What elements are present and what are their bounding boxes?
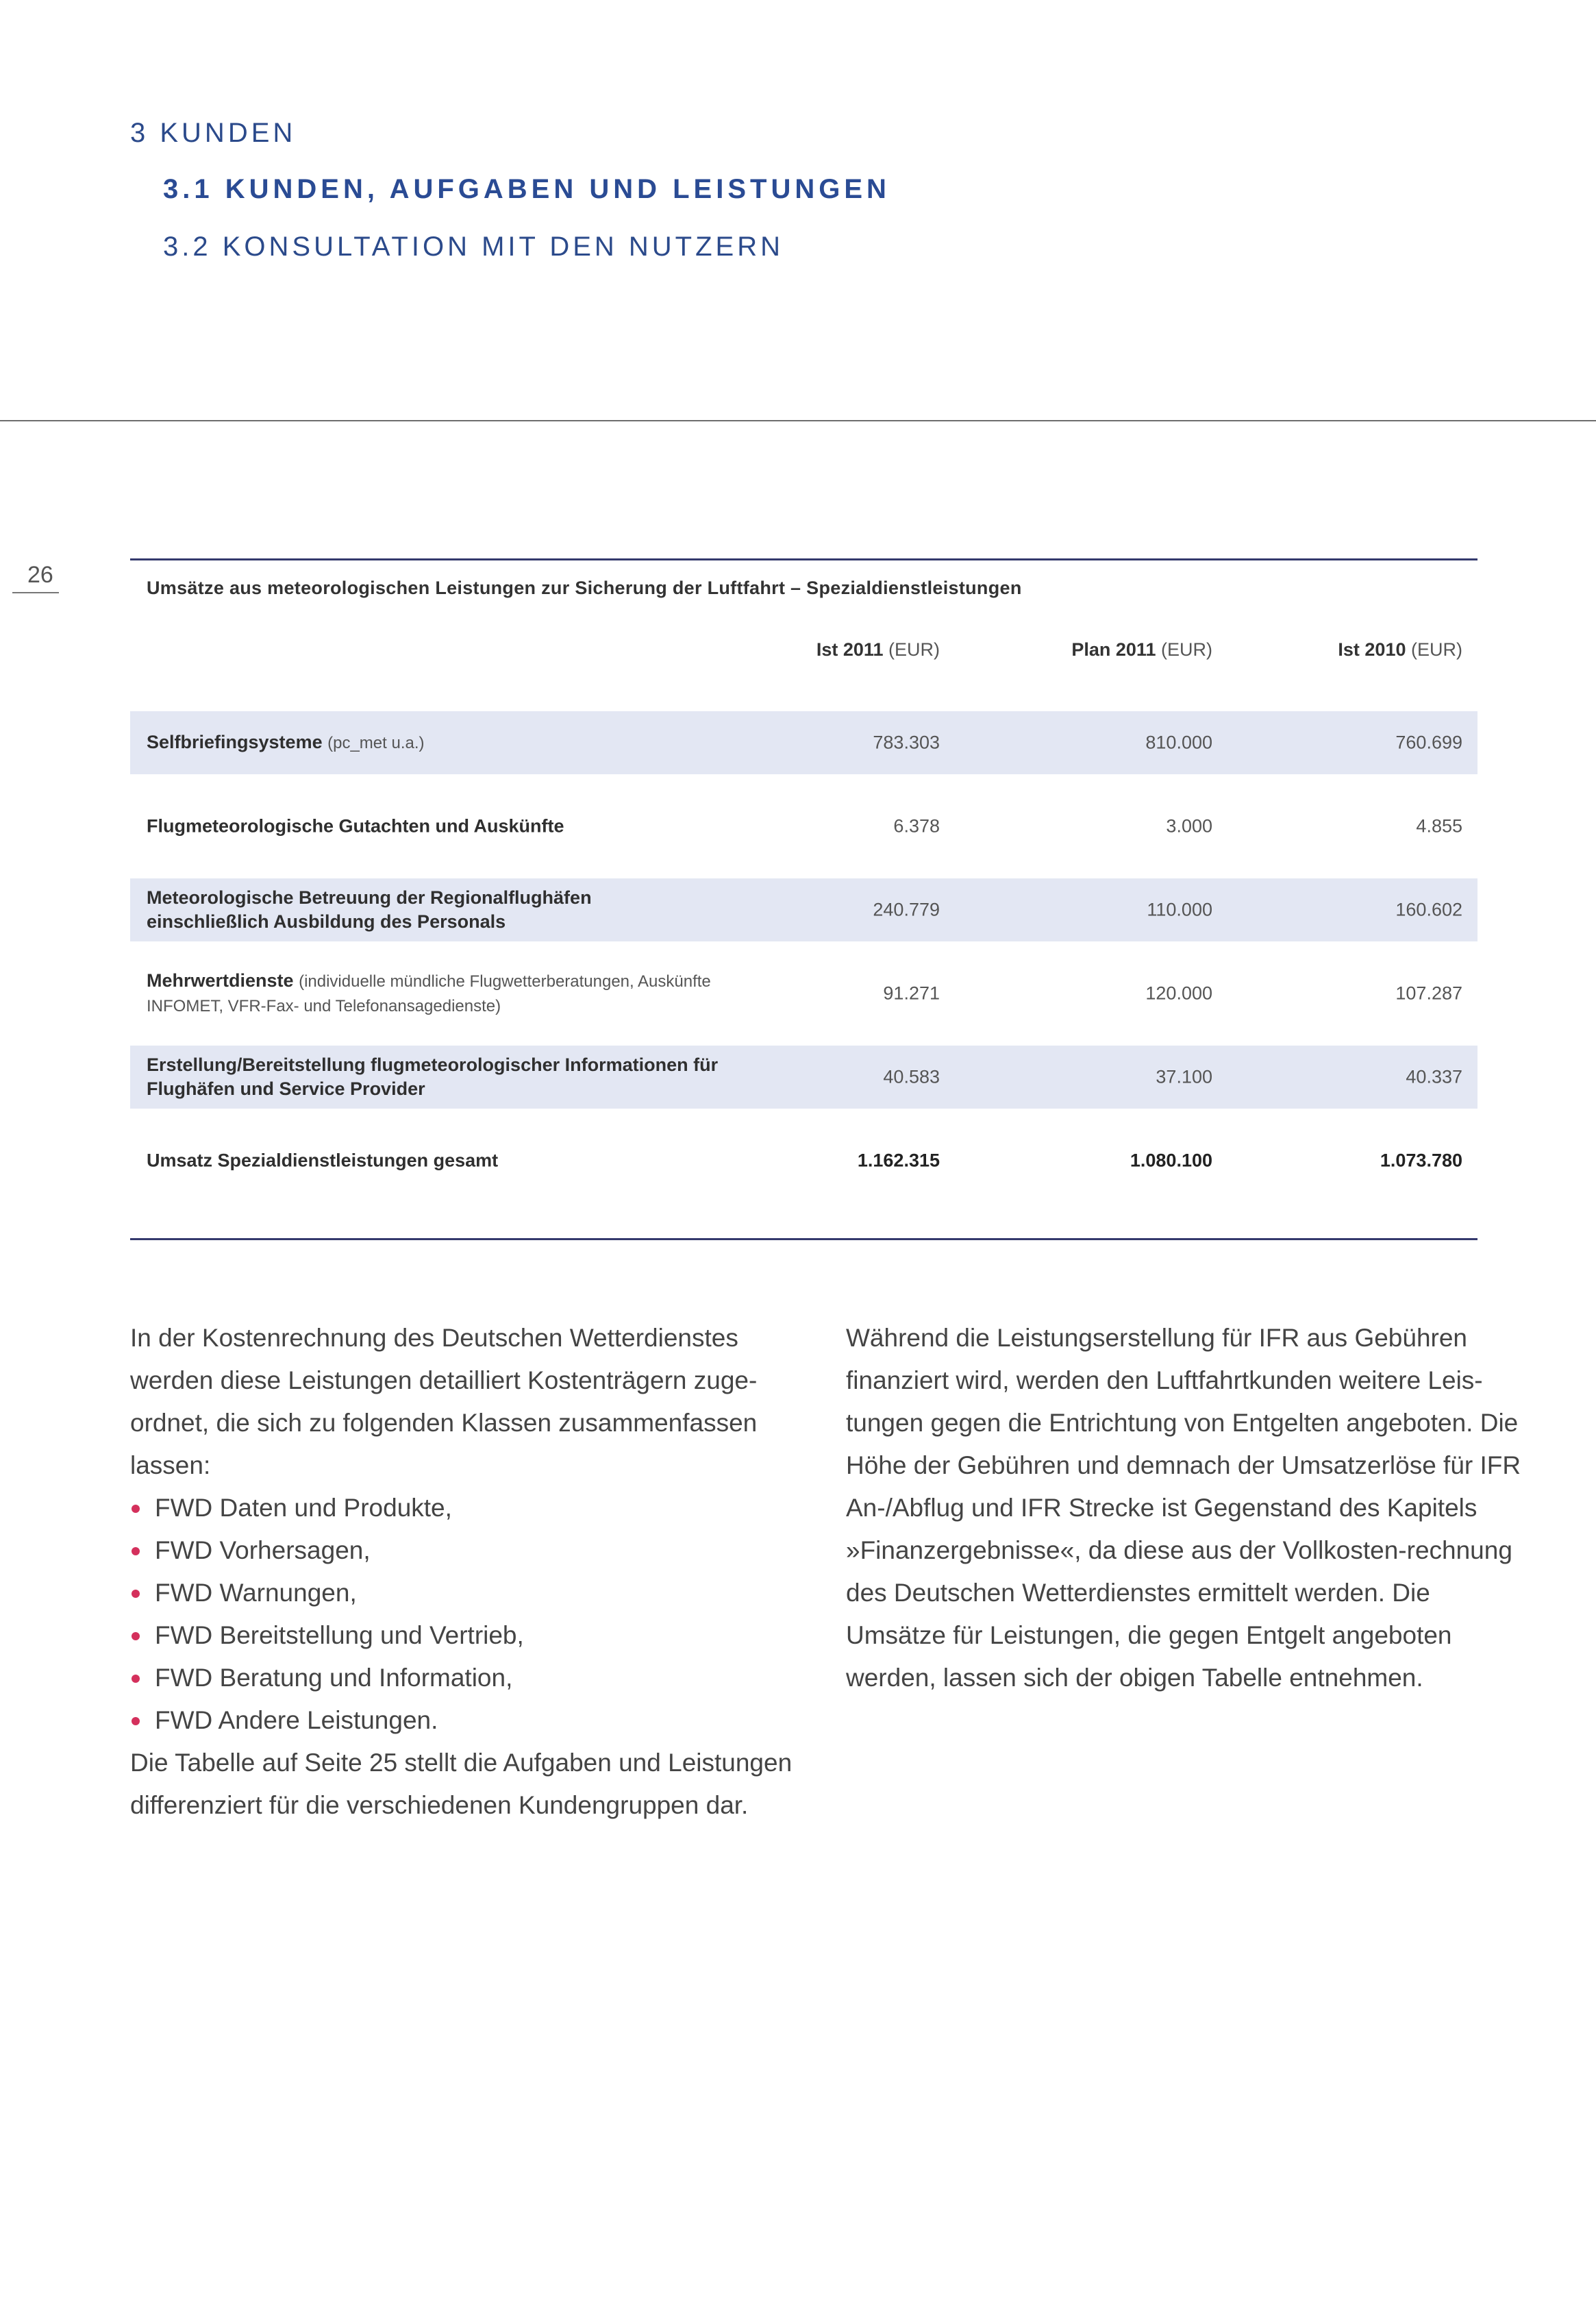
body-text-left-column (130, 1317, 815, 1827)
cell-ist-2011: 6.378 (893, 815, 940, 837)
row-label: Meteorologische Betreuung der Regionalflughäfen einschließlich Ausbildung des Personals (147, 887, 592, 932)
table-title: Umsätze aus meteorologischen Leistungen zur Sicherung der Luftfahrt – Spezialdienstleistungen (147, 578, 1022, 598)
row-label: Erstellung/Bereitstellung flugmeteorologischer Informationen für Flughäfen und Service Provider (147, 1054, 719, 1099)
cell-plan-2011: 120.000 (1145, 983, 1212, 1004)
cost-class-list (130, 1487, 815, 1742)
cell-plan-2011: 110.000 (1147, 899, 1212, 920)
cell-ist-2010: 160.602 (1395, 899, 1462, 920)
column-header-plan-2011: Plan 2011 (EUR) (1071, 639, 1212, 660)
row-label: Mehrwertdienste (individuelle mündliche Flugwetterberatungen, Auskünfte INFOMET, VFR-Fax- und Telefonansagedienste) (147, 970, 711, 1015)
cell-ist-2011: 240.779 (873, 899, 940, 920)
revenue-table (130, 558, 1477, 1213)
bullet-icon (132, 1717, 140, 1725)
paragraph: In der Kostenrechnung des Deutschen Wetterdienstes werden diese Leistungen detailliert Kostenträgern zuge-ordnet, die sich zu folgenden Klassen zusammenfassen lassen: (130, 1324, 758, 1479)
table-bottom-rule (130, 1238, 1477, 1240)
header-divider (0, 420, 1596, 421)
cell-plan-2011: 3.000 (1166, 815, 1212, 837)
row-label: Umsatz Spezialdienstleistungen gesamt (147, 1150, 499, 1171)
cell-ist-2010: 4.855 (1416, 815, 1462, 837)
cell-ist-2011: 783.303 (873, 732, 940, 753)
column-header-ist-2011: Ist 2011 (EUR) (816, 639, 940, 660)
cell-ist-2011: 91.271 (883, 983, 940, 1004)
list-item: FWD Warnungen, (130, 1572, 815, 1614)
bullet-icon (132, 1505, 140, 1513)
list-item: FWD Andere Leistungen. (130, 1699, 815, 1742)
table-row (130, 1046, 1477, 1109)
table-row (130, 711, 1477, 774)
cell-ist-2010: 1.073.780 (1380, 1150, 1462, 1171)
cell-plan-2011: 810.000 (1145, 732, 1212, 753)
cell-ist-2010: 40.337 (1406, 1066, 1462, 1087)
paragraph: Während die Leistungserstellung für IFR aus Gebühren finanziert wird, werden den Luftfahrtkunden weitere Leis-tungen gegen die Entrichtung von Entgelten angeboten. Die Höhe der Gebühren und demnach der Umsatzerlöse für IFR An-/Abflug und IFR Strecke ist Gegenstand des Kapitels »Finanzergebnisse«, da diese aus der Vollkosten-rechnung des Deutschen Wetterdienstes ermittelt werden. Die Umsätze für Leistungen, die gegen Entgelt angeboten werden, lassen sich der obigen Tabelle entnehmen. (846, 1324, 1521, 1692)
table-top-rule (130, 558, 1477, 560)
bullet-icon (132, 1675, 140, 1683)
table-row (130, 962, 1477, 1025)
bullet-icon (132, 1590, 140, 1598)
cell-ist-2011: 40.583 (883, 1066, 940, 1087)
table-header (130, 639, 1477, 711)
cell-ist-2011: 1.162.315 (857, 1150, 940, 1171)
page-number-underline (12, 592, 59, 593)
list-item: FWD Beratung und Information, (130, 1657, 815, 1699)
cell-plan-2011: 37.100 (1156, 1066, 1212, 1087)
section-heading-active[interactable]: 3.1 KUNDEN, AUFGABEN UND LEISTUNGEN (163, 174, 890, 204)
row-label: Selfbriefingsysteme (pc_met u.a.) (147, 732, 425, 752)
bullet-icon (132, 1547, 140, 1555)
bullet-icon (132, 1632, 140, 1640)
cell-plan-2011: 1.080.100 (1130, 1150, 1212, 1171)
cell-ist-2010: 107.287 (1395, 983, 1462, 1004)
column-header-ist-2010: Ist 2010 (EUR) (1338, 639, 1462, 660)
list-item: FWD Bereitstellung und Vertrieb, (130, 1614, 815, 1657)
table-row (130, 795, 1477, 858)
body-text-right-column (846, 1317, 1531, 1699)
paragraph: Die Tabelle auf Seite 25 stellt die Aufgaben und Leistungen differenziert für die verschiedenen Kundengruppen dar. (130, 1749, 793, 1819)
row-label: Flugmeteorologische Gutachten und Auskünfte (147, 815, 564, 837)
section-heading-next[interactable]: 3.2 KONSULTATION MIT DEN NUTZERN (163, 232, 784, 262)
list-item: FWD Daten und Produkte, (130, 1487, 815, 1529)
list-item: FWD Vorhersagen, (130, 1529, 815, 1572)
chapter-heading[interactable]: 3 KUNDEN (130, 118, 297, 148)
cell-ist-2010: 760.699 (1395, 732, 1462, 753)
table-row (130, 878, 1477, 941)
table-total-row (130, 1129, 1477, 1192)
page-number: 26 (27, 562, 53, 588)
